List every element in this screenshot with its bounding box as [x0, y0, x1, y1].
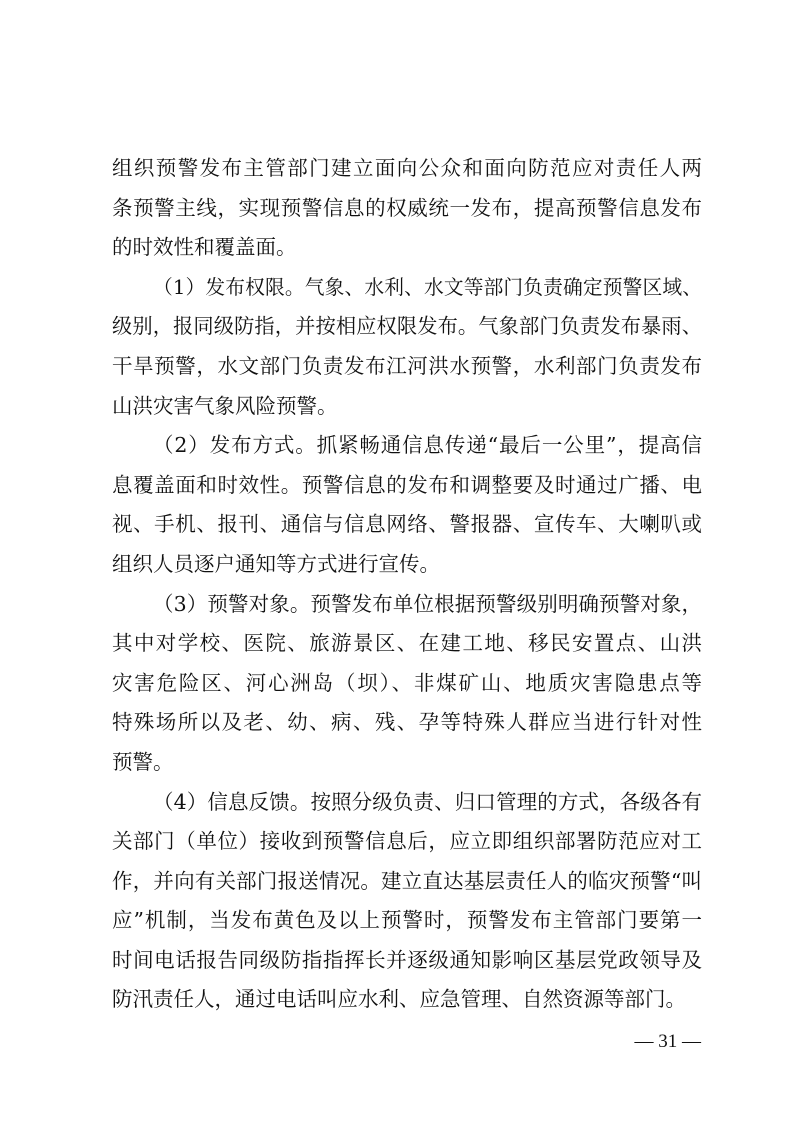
paragraph — [112, 268, 702, 426]
text-line: 视、手机、报刊、通信与信息网络、警报器、宣传车、大喇叭或 — [112, 512, 702, 537]
paragraph — [112, 783, 702, 1021]
text-line: 应”机制，当发布黄色及以上预警时，预警发布主管部门要第一 — [112, 908, 702, 933]
text-line: （3）预警对象。预警发布单位根据预警级别明确预警对象， — [153, 591, 702, 616]
text-line: 灾害危险区、河心洲岛（坝）、非煤矿山、地质灾害隐患点等 — [112, 670, 702, 695]
text-line: 级别，报同级防指，并按相应权限发布。气象部门负责发布暴雨、 — [112, 314, 702, 339]
paragraph — [112, 149, 702, 268]
text-line: 关部门（单位）接收到预警信息后，应立即组织部署防范应对工 — [112, 829, 702, 854]
text-line: 预警。 — [112, 749, 174, 774]
text-line: 特殊场所以及老、幼、病、残、孕等特殊人群应当进行针对性 — [112, 710, 702, 735]
text-line: 作，并向有关部门报送情况。建立直达基层责任人的临灾预警“叫 — [112, 868, 702, 893]
paragraph — [112, 426, 702, 584]
text-line: （1）发布权限。气象、水利、水文等部门负责确定预警区域、 — [153, 275, 702, 299]
text-line: 干旱预警，水文部门负责发布江河洪水预警，水利部门负责发布 — [112, 353, 702, 378]
text-line: 的时效性和覆盖面。 — [112, 235, 297, 260]
page-number: — 31 — — [634, 1031, 701, 1052]
text-line: （2）发布方式。抓紧畅通信息传递“最后一公里”，提高信 — [153, 433, 702, 458]
text-line: 组织预警发布主管部门建立面向公众和面向防范应对责任人两 — [112, 156, 702, 180]
text-line: （4）信息反馈。按照分级负责、归口管理的方式，各级各有 — [153, 789, 702, 814]
text-line: 山洪灾害气象风险预警。 — [112, 393, 338, 418]
body-text — [112, 149, 702, 1020]
text-line: 防汛责任人，通过电话叫应水利、应急管理、自然资源等部门。 — [112, 987, 686, 1012]
text-line: 其中对学校、医院、旅游景区、在建工地、移民安置点、山洪 — [112, 631, 702, 656]
text-line: 时间电话报告同级防指指挥长并逐级通知影响区基层党政领导及 — [112, 947, 702, 972]
text-line: 组织人员逐户通知等方式进行宣传。 — [112, 551, 440, 576]
paragraph — [112, 585, 702, 783]
text-line: 条预警主线，实现预警信息的权威统一发布，提高预警信息发布 — [112, 195, 702, 220]
text-line: 息覆盖面和时效性。预警信息的发布和调整要及时通过广播、电 — [112, 472, 702, 497]
